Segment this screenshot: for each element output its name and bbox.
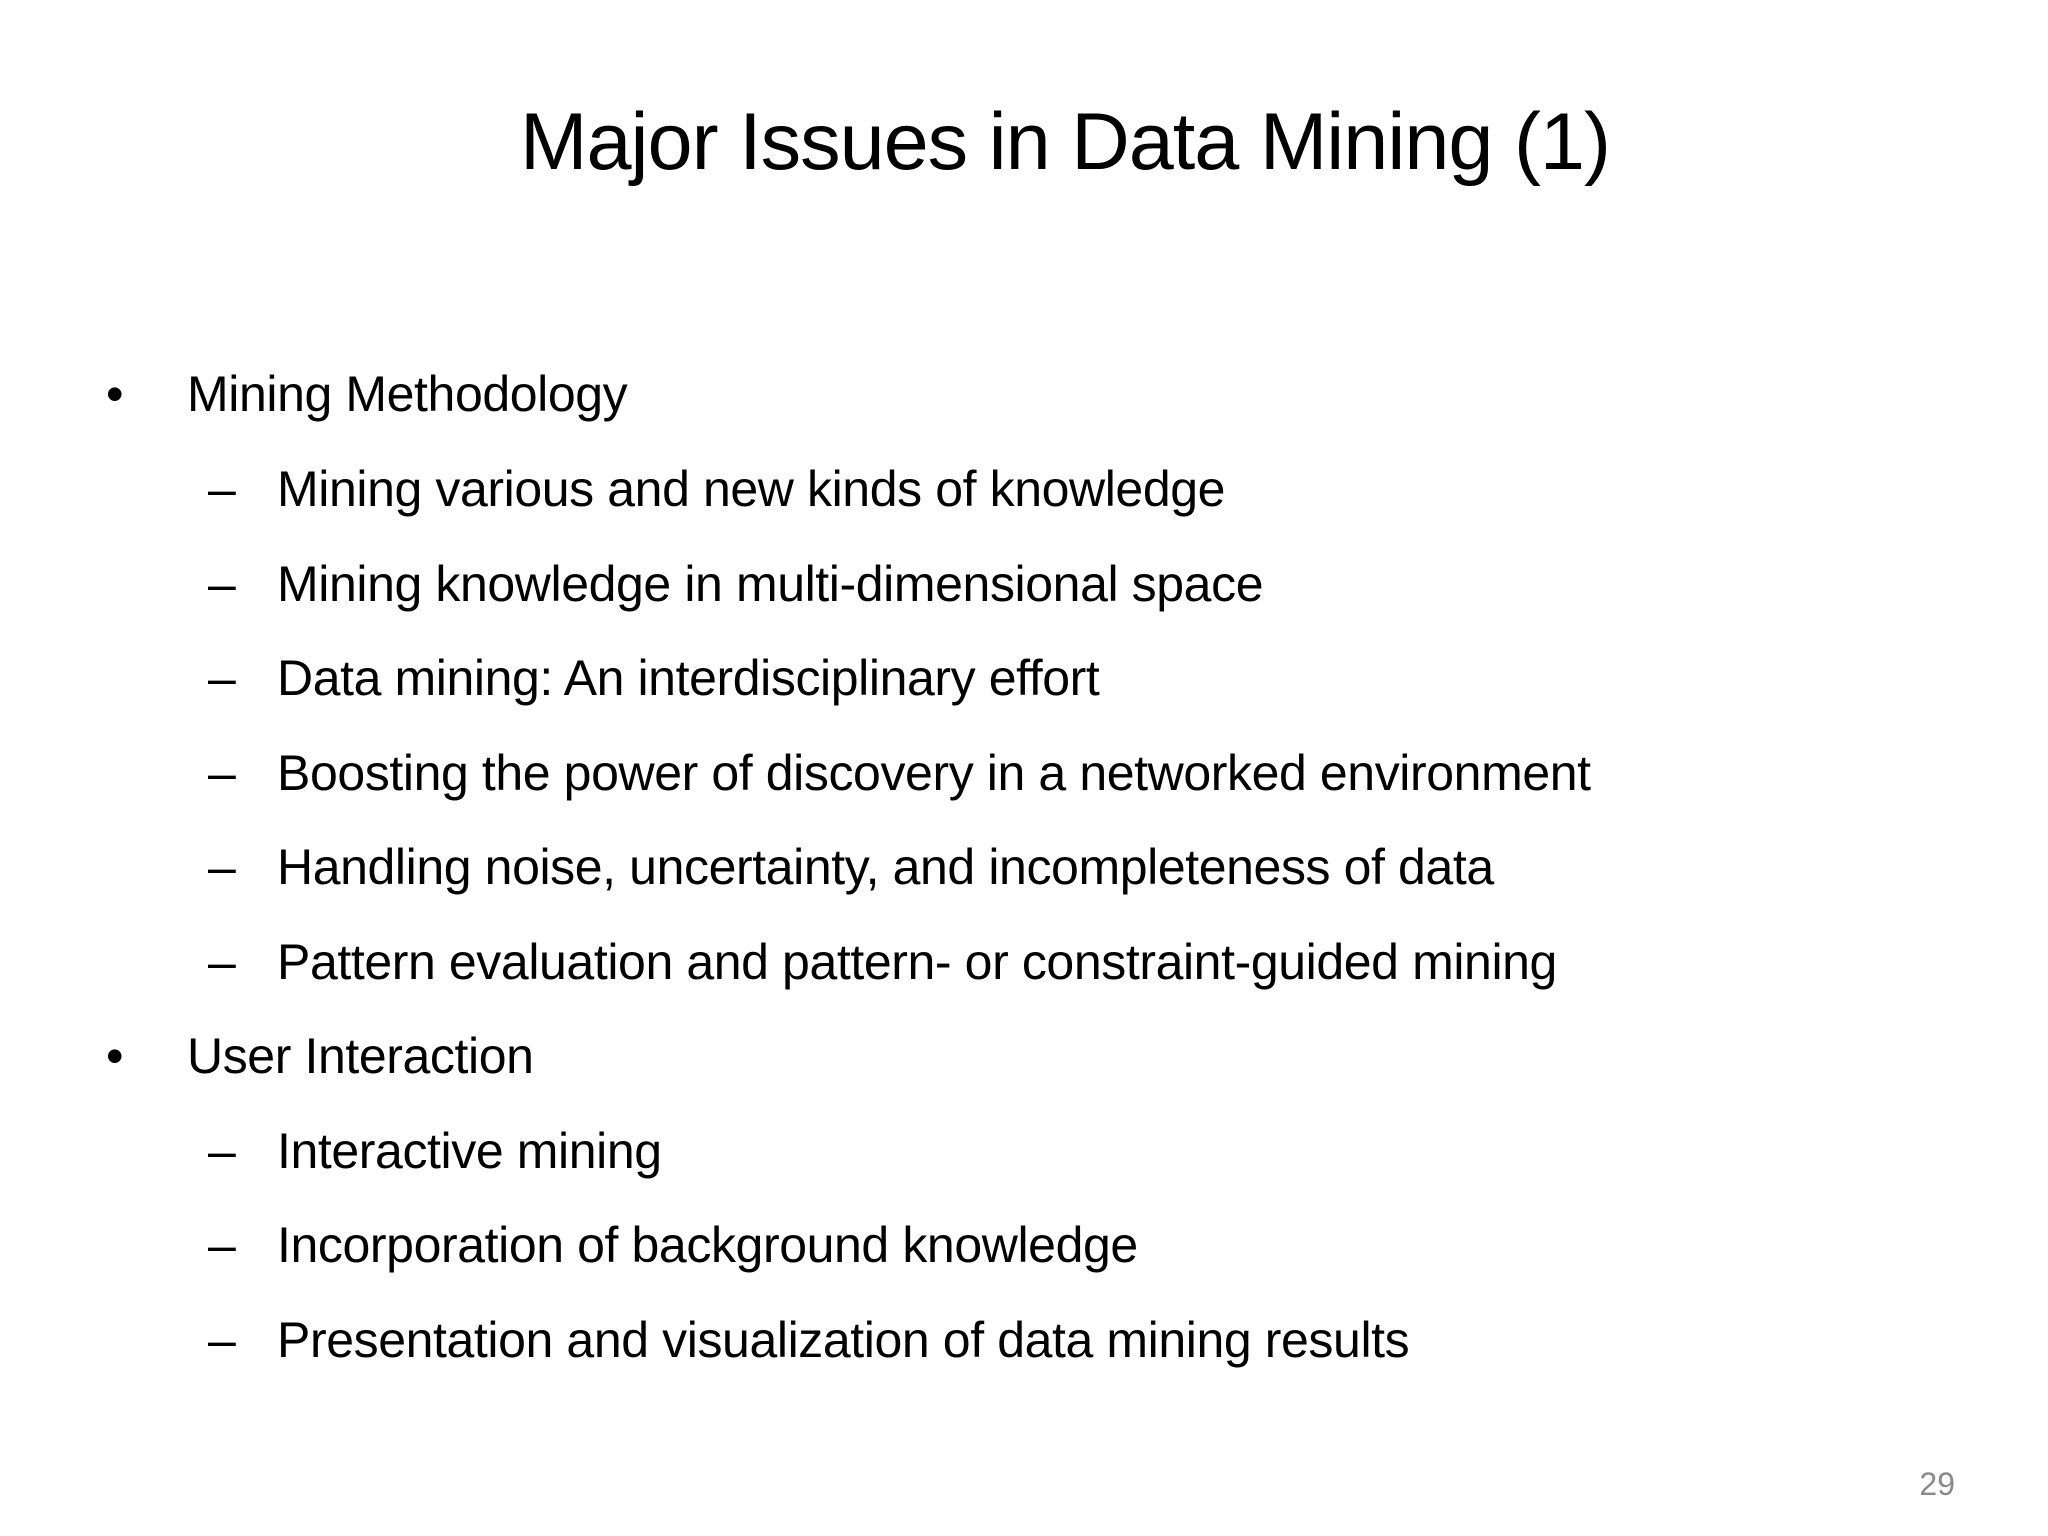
sub-bullet-text: Handling noise, uncertainty, and incompleteness of data xyxy=(277,839,1494,895)
sub-bullet-item xyxy=(0,549,2048,619)
dash-marker: – xyxy=(208,839,236,895)
dash-marker: – xyxy=(208,745,236,801)
sub-bullet-item xyxy=(0,738,2048,808)
sub-bullet-item xyxy=(0,454,2048,524)
dash-marker: – xyxy=(208,1312,236,1368)
sub-bullet-item xyxy=(0,643,2048,713)
dash-marker: – xyxy=(208,461,236,517)
dash-marker: – xyxy=(208,556,236,612)
bullet-marker: • xyxy=(106,1028,124,1084)
sub-bullet-item xyxy=(0,927,2048,997)
sub-bullet-text: Presentation and visualization of data mining results xyxy=(277,1312,1410,1368)
sub-bullet-text: Mining knowledge in multi-dimensional space xyxy=(277,556,1264,612)
sub-bullet-item xyxy=(0,1116,2048,1186)
sub-bullet-text: Mining various and new kinds of knowledge xyxy=(277,461,1226,517)
sub-bullet-text: Incorporation of background knowledge xyxy=(277,1217,1138,1273)
slide-title: Major Issues in Data Mining (1) xyxy=(520,97,1610,187)
sub-bullet-text: Pattern evaluation and pattern- or constraint-guided mining xyxy=(277,934,1557,990)
sub-bullet-text: Boosting the power of discovery in a networked environment xyxy=(277,745,1591,801)
sub-bullet-item xyxy=(0,1210,2048,1280)
bullet-text: User Interaction xyxy=(187,1028,534,1084)
dash-marker: – xyxy=(208,1123,236,1179)
dash-marker: – xyxy=(208,934,236,990)
bullet-marker: • xyxy=(106,366,124,422)
dash-marker: – xyxy=(208,650,236,706)
sub-bullet-text: Data mining: An interdisciplinary effort xyxy=(277,650,1100,706)
page-number: 29 xyxy=(1919,1466,1955,1502)
sub-bullet-item xyxy=(0,1305,2048,1375)
bullet-item-mining-methodology xyxy=(0,359,2048,429)
sub-bullet-item xyxy=(0,832,2048,902)
bullet-item-user-interaction xyxy=(0,1021,2048,1091)
dash-marker: – xyxy=(208,1217,236,1273)
sub-bullet-text: Interactive mining xyxy=(277,1123,662,1179)
bullet-text: Mining Methodology xyxy=(187,366,628,422)
